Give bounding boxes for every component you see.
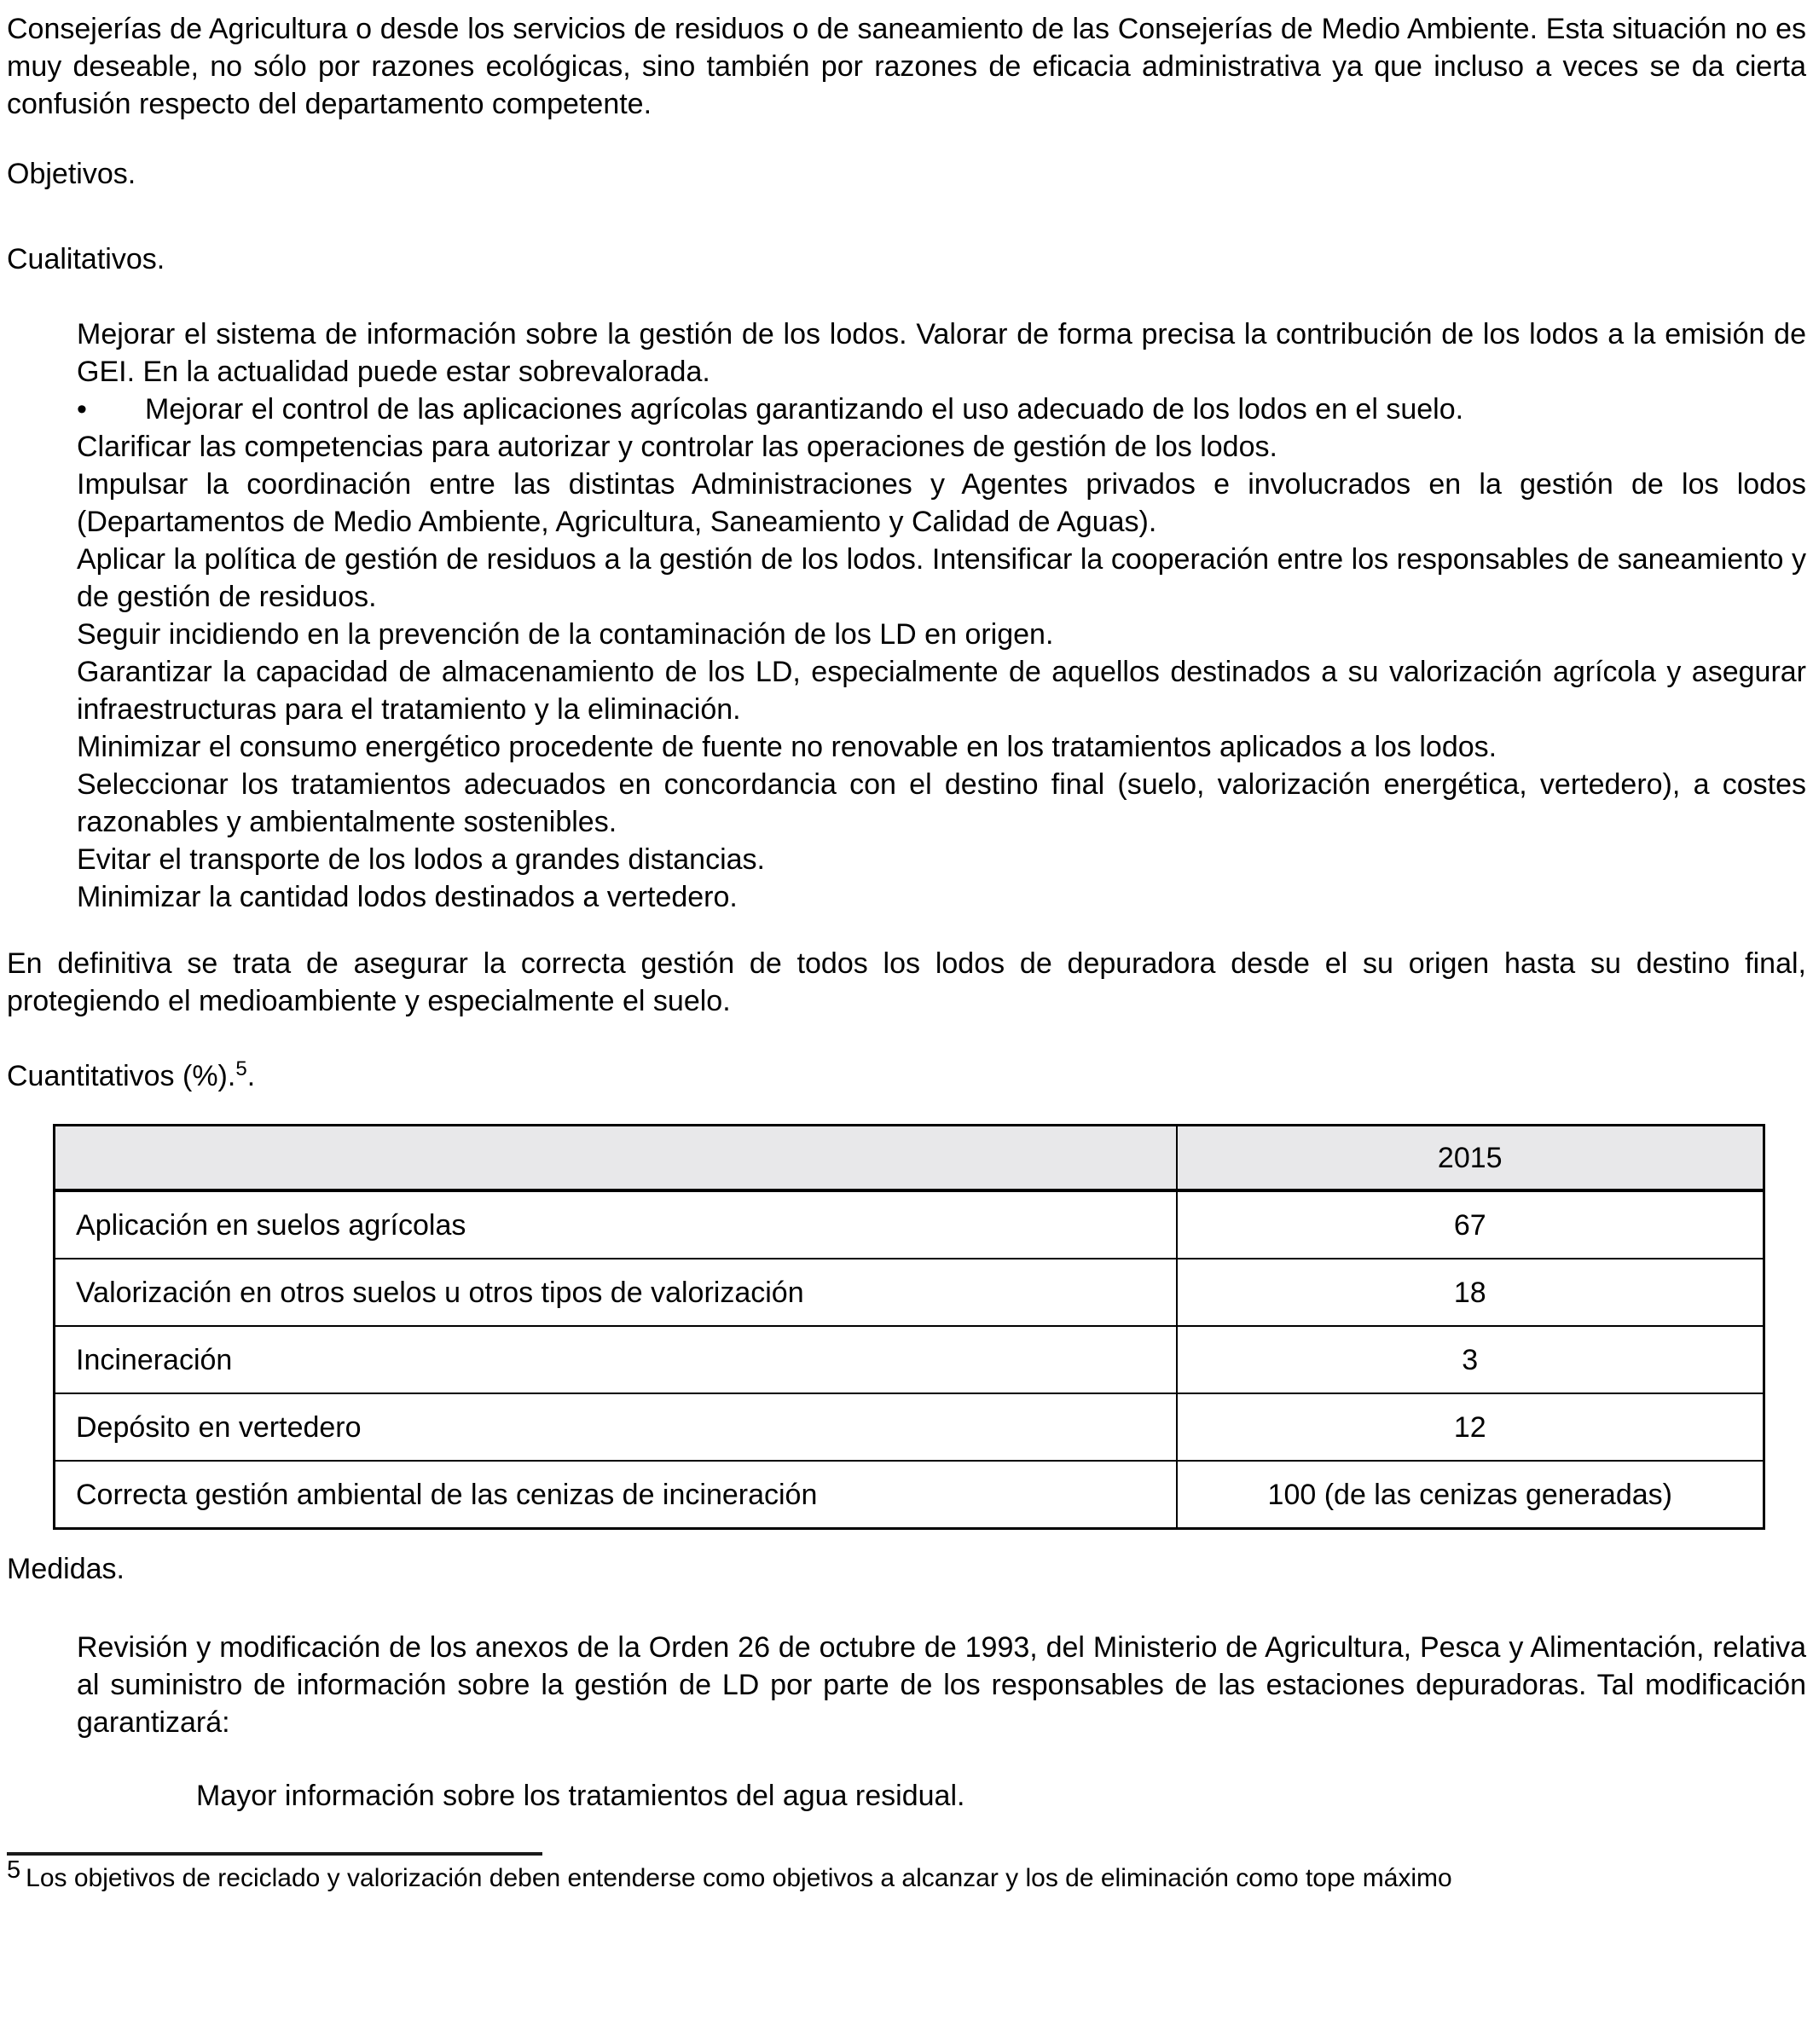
- list-item: Clarificar las competencias para autorizar y controlar las operaciones de gestión de los lodos.: [77, 431, 1277, 463]
- table-row: [55, 1190, 1764, 1259]
- list-item: Minimizar el consumo energético procedente de fuente no renovable en los tratamientos aplicados a los lodos.: [77, 731, 1497, 763]
- medidas-heading: Medidas.: [7, 1553, 125, 1585]
- list-item: Evitar el transporte de los lodos a grandes distancias.: [77, 843, 766, 876]
- table-header-row: [55, 1126, 1764, 1191]
- table-header-year: 2015: [1177, 1126, 1764, 1191]
- row-label: Valorización en otros suelos u otros tipos de valorización: [55, 1259, 1177, 1326]
- row-label: Incineración: [55, 1326, 1177, 1393]
- bullet-icon: •: [77, 393, 87, 426]
- objetivos-heading: Objetivos.: [7, 158, 136, 190]
- row-label: Aplicación en suelos agrícolas: [55, 1190, 1177, 1259]
- footnote-text: Los objetivos de reciclado y valorización deben entenderse como objetivos a alcanzar y los de eliminación como tope máximo: [26, 1864, 1452, 1892]
- list-item: Minimizar la cantidad lodos destinados a vertedero.: [77, 881, 738, 913]
- list-item: Garantizar la capacidad de almacenamiento de los LD, especialmente de aquellos destinados a su valorización agrícola y asegurar infraestructuras para el tratamiento y la eliminación.: [77, 656, 1806, 726]
- table-header-empty-cell: [55, 1126, 1177, 1191]
- intro-paragraph: Consejerías de Agricultura o desde los servicios de residuos o de saneamiento de las Consejerías de Medio Ambiente. Esta situación no es muy deseable, no sólo por razones ecológicas, sino también por razones de eficacia administrativa ya que incluso a veces se da cierta confusión respecto del departamento competente.: [7, 13, 1806, 120]
- cualitativos-heading: Cualitativos.: [7, 243, 165, 275]
- row-label: Correcta gestión ambiental de las cenizas de incineración: [55, 1461, 1177, 1529]
- list-item: Seleccionar los tratamientos adecuados en concordancia con el destino final (suelo, valorización energética, vertedero), a costes razonables y ambientalmente sostenibles.: [77, 768, 1806, 838]
- list-item: Mejorar el sistema de información sobre la gestión de los lodos. Valorar de forma precisa la contribución de los lodos a la emisión de GEI. En la actualidad puede estar sobrevalorada.: [77, 318, 1806, 388]
- footnote-reference-5: 5: [235, 1057, 247, 1080]
- cuantitativos-period: .: [246, 1060, 256, 1092]
- qualitative-objectives-list: [7, 316, 1806, 916]
- row-value: 67: [1177, 1190, 1764, 1259]
- list-item: Impulsar la coordinación entre las distintas Administraciones y Agentes privados e involucrados en la gestión de los lodos (Departamentos de Medio Ambiente, Agricultura, Saneamiento y Calidad de Aguas).: [77, 468, 1806, 538]
- mayor-informacion-item: Mayor información sobre los tratamientos del agua residual.: [196, 1780, 965, 1812]
- row-value: 100 (de las cenizas generadas): [1177, 1461, 1764, 1529]
- row-value: 18: [1177, 1259, 1764, 1326]
- cuantitativos-heading: [7, 1057, 1806, 1095]
- revision-paragraph: Revisión y modificación de los anexos de la Orden 26 de octubre de 1993, del Ministerio de Agricultura, Pesca y Alimentación, relativa al suministro de información sobre la gestión de LD por parte de los responsables de las estaciones depuradoras. Tal modificación garantizará:: [77, 1631, 1806, 1739]
- en-definitiva-paragraph: En definitiva se trata de asegurar la correcta gestión de todos los lodos de depuradora desde el su origen hasta su destino final, protegiendo el medioambiente y especialmente el suelo.: [7, 947, 1806, 1017]
- row-value: 3: [1177, 1326, 1764, 1393]
- table-row: [55, 1393, 1764, 1461]
- table-row: [55, 1326, 1764, 1393]
- list-item: [77, 391, 1806, 428]
- row-label: Depósito en vertedero: [55, 1393, 1177, 1461]
- targets-2015-table: [53, 1124, 1765, 1530]
- list-item-text: Mejorar el control de las aplicaciones agrícolas garantizando el uso adecuado de los lodos en el suelo.: [145, 393, 1464, 426]
- footnote-5: [7, 1856, 1806, 1895]
- row-value: 12: [1177, 1393, 1764, 1461]
- table-row: [55, 1259, 1764, 1326]
- table-row: [55, 1461, 1764, 1529]
- footnote-marker: 5: [7, 1856, 21, 1884]
- list-item: Seguir incidiendo en la prevención de la contaminación de los LD en origen.: [77, 618, 1054, 651]
- footnote-separator: [7, 1852, 542, 1856]
- list-item: Aplicar la política de gestión de residuos a la gestión de los lodos. Intensificar la cooperación entre los responsables de saneamiento y de gestión de residuos.: [77, 543, 1806, 613]
- cuantitativos-label: Cuantitativos (%).: [7, 1060, 236, 1092]
